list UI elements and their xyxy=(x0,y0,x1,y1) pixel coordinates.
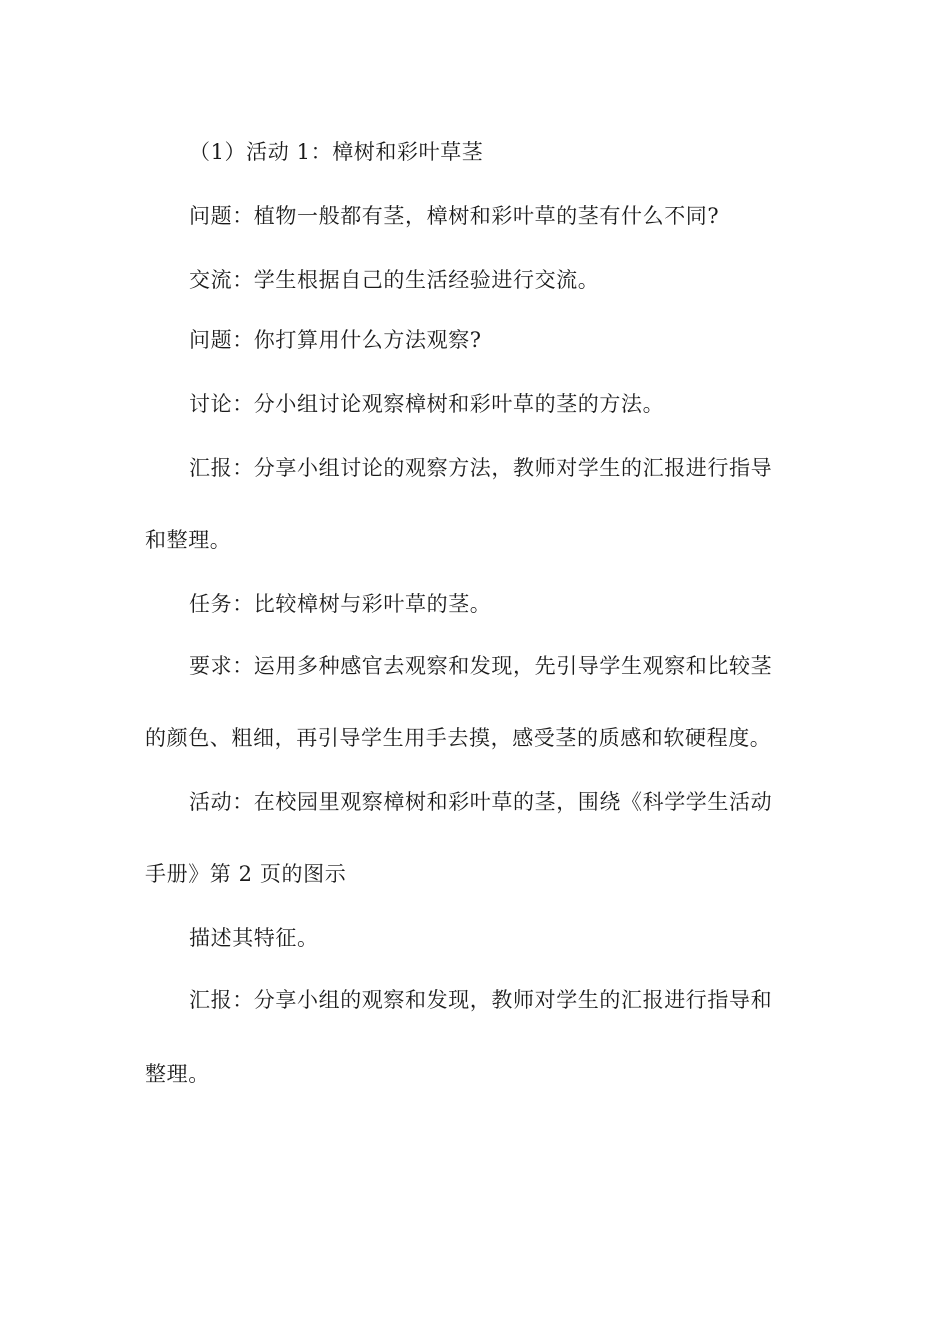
paragraph-line: 活动：在校园里观察樟树和彩叶草的茎，围绕《科学学生活动 xyxy=(189,790,773,814)
paragraph-line: 描述其特征。 xyxy=(189,926,319,950)
paragraph-line: 的颜色、粗细，再引导学生用手去摸，感受茎的质感和软硬程度。 xyxy=(145,726,772,750)
paragraph-line: 整理。 xyxy=(145,1062,210,1086)
paragraph-line: 问题：植物一般都有茎，樟树和彩叶草的茎有什么不同? xyxy=(189,204,720,228)
paragraph-line: 手册》第 2 页的图示 xyxy=(145,862,347,886)
paragraph-line: 讨论：分小组讨论观察樟树和彩叶草的茎的方法。 xyxy=(189,392,665,416)
section-heading: （1）活动 1：樟树和彩叶草茎 xyxy=(189,140,484,164)
paragraph-line: 问题：你打算用什么方法观察? xyxy=(189,328,482,352)
paragraph-line: 和整理。 xyxy=(145,528,232,552)
paragraph-line: 交流：学生根据自己的生活经验进行交流。 xyxy=(189,268,600,292)
paragraph-line: 要求：运用多种感官去观察和发现，先引导学生观察和比较茎 xyxy=(189,654,773,678)
paragraph-line: 任务：比较樟树与彩叶草的茎。 xyxy=(189,592,492,616)
paragraph-line: 汇报：分享小组的观察和发现，教师对学生的汇报进行指导和 xyxy=(189,988,773,1012)
paragraph-line: 汇报：分享小组讨论的观察方法，教师对学生的汇报进行指导 xyxy=(189,456,773,480)
